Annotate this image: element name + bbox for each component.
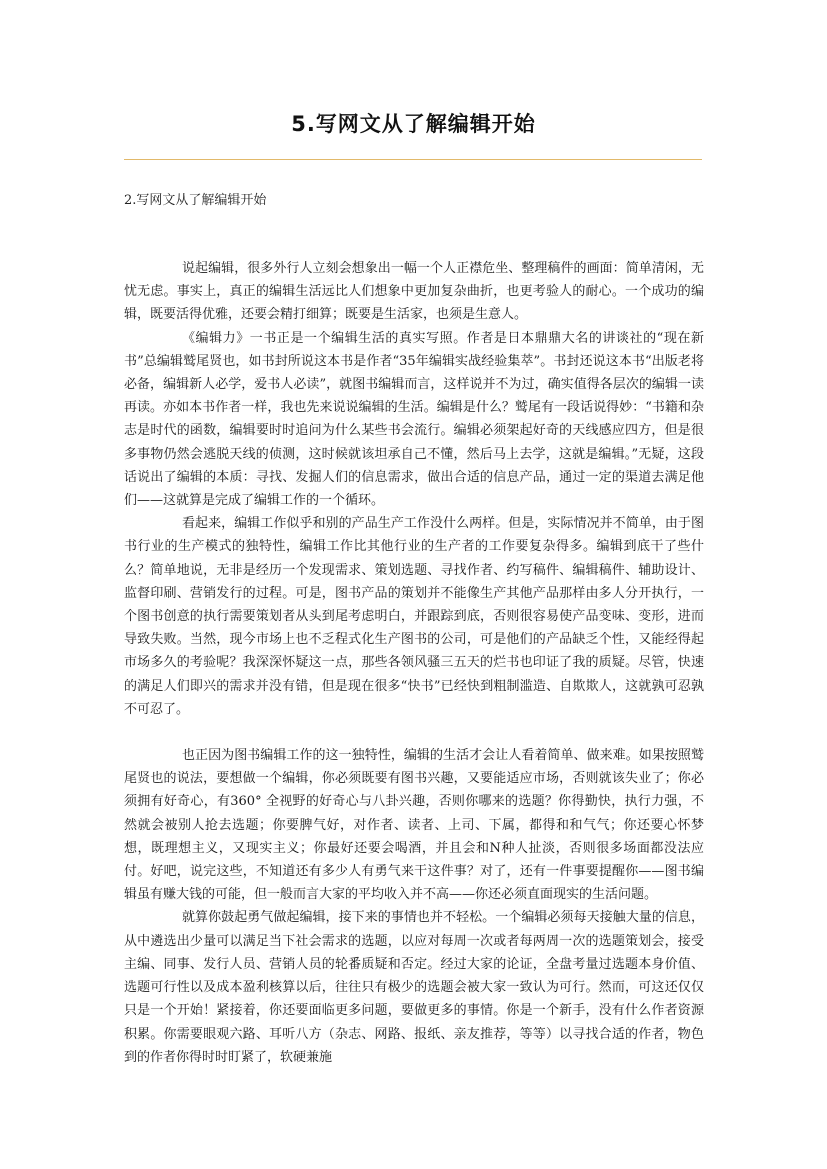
- paragraph-3: 看起来，编辑工作似乎和别的产品生产工作没什么两样。但是，实际情况并不简单，由于图书行业的生产模式的独特性，编辑工作比其他行业的生产者的工作要复杂得多。编辑到底干了些什么？简单地说，无非是经历一个发现需求、策划选题、寻找作者、约写稿件、编辑稿件、辅助设计、监督印刷、营销发行的过程。可是，图书产品的策划并不能像生产其他产品那样由多人分开执行，一个图书创意的执行需要策划者从头到尾考虑明白，并跟踪到底，否则很容易使产品变味、变形，进而导致失败。当然，现今市场上也不乏程式化生产图书的公司，可是他们的产品缺乏个性，又能经得起市场多久的考验呢？我深深怀疑这一点，那些各领风骚三五天的烂书也印证了我的质疑。尽管，快速的满足人们即兴的需求并没有错，但是现在很多“快书”已经快到粗制滥造、自欺欺人，这就孰可忍孰不可忍了。: [124, 516, 704, 717]
- title-divider: [124, 159, 702, 160]
- paragraph-5: 就算你鼓起勇气做起编辑，接下来的事情也并不轻松。一个编辑必须每天接触大量的信息，从中遴选出少量可以满足当下社会需求的选题，以应对每周一次或者每两周一次的选题策划会，接受主编、同事、发行人员、营销人员的轮番质疑和否定。经过大家的论证，全盘考量过选题本身价值、选题可行性以及成本盈利核算以后，往往只有极少的选题会被大家一致认为可行。然而，可这还仅仅只是一个开始！紧接着，你还要面临更多问题，要做更多的事情。你是一个新手，没有什么作者资源积累。你需要眼观六路、耳听八方（杂志、网路、报纸、亲友推荐，等等）以寻找合适的作者，物色到的作者你得时时盯紧了，软硬兼施: [124, 910, 704, 1065]
- page-title: 5.写网文从了解编辑开始: [291, 112, 536, 136]
- section-subtitle: 2.写网文从了解编辑开始: [124, 193, 267, 208]
- paragraph-1: 说起编辑，很多外行人立刻会想象出一幅一个人正襟危坐、整理稿件的画面：简单清闲，无忧无虑。事实上，真正的编辑生活远比人们想象中更加复杂曲折，也更考验人的耐心。一个成功的编辑，既要活得优雅，还要会精打细算；既要是生活家，也须是生意人。: [124, 261, 704, 323]
- article-body: [124, 257, 704, 1069]
- paragraph-4: 也正因为图书编辑工作的这一独特性，编辑的生活才会让人看着简单、做来难。如果按照鹫尾贤也的说法，要想做一个编辑，你必须既要有图书兴趣，又要能适应市场，否则就该失业了；你必须拥有好奇心，有360° 全视野的好奇心与八卦兴趣，否则你哪来的选题？你得勤快，执行力强，不然就会被别人抢去选题；你要脾气好，对作者、读者、上司、下属，都得和和气气；你还要心怀梦想，既理想主义，又现实主义；你最好还要会喝酒，并且会和N种人扯淡，否则很多场面都没法应付。好吧，说完这些，不知道还有多少人有勇气来干这件事？对了，还有一件事要提醒你——图书编辑虽有赚大钱的可能，但一般而言大家的平均收入并不高——你还必须直面现实的生活问题。: [124, 748, 704, 903]
- paragraph-2: 《编辑力》一书正是一个编辑生活的真实写照。作者是日本鼎鼎大名的讲谈社的“现在新书”总编辑鹫尾贤也，如书封所说这本书是作者“35年编辑实战经验集萃”。书封还说这本书“出版老将必备，编辑新人必学，爱书人必读”，就图书编辑而言，这样说并不为过，确实值得各层次的编辑一读再读。亦如本书作者一样，我也先来说说编辑的生活。编辑是什么？鹫尾有一段话说得妙：“书籍和杂志是时代的函数，编辑要时时追问为什么某些书会流行。编辑必须架起好奇的天线感应四方，但是很多事物仍然会逃脱天线的侦测，这时候就该坦承自己不懂，然后马上去学，这就是编辑。”无疑，这段话说出了编辑的本质：寻找、发掘人们的信息需求，做出合适的信息产品，通过一定的渠道去满足他们——这就算是完成了编辑工作的一个循环。: [124, 330, 704, 509]
